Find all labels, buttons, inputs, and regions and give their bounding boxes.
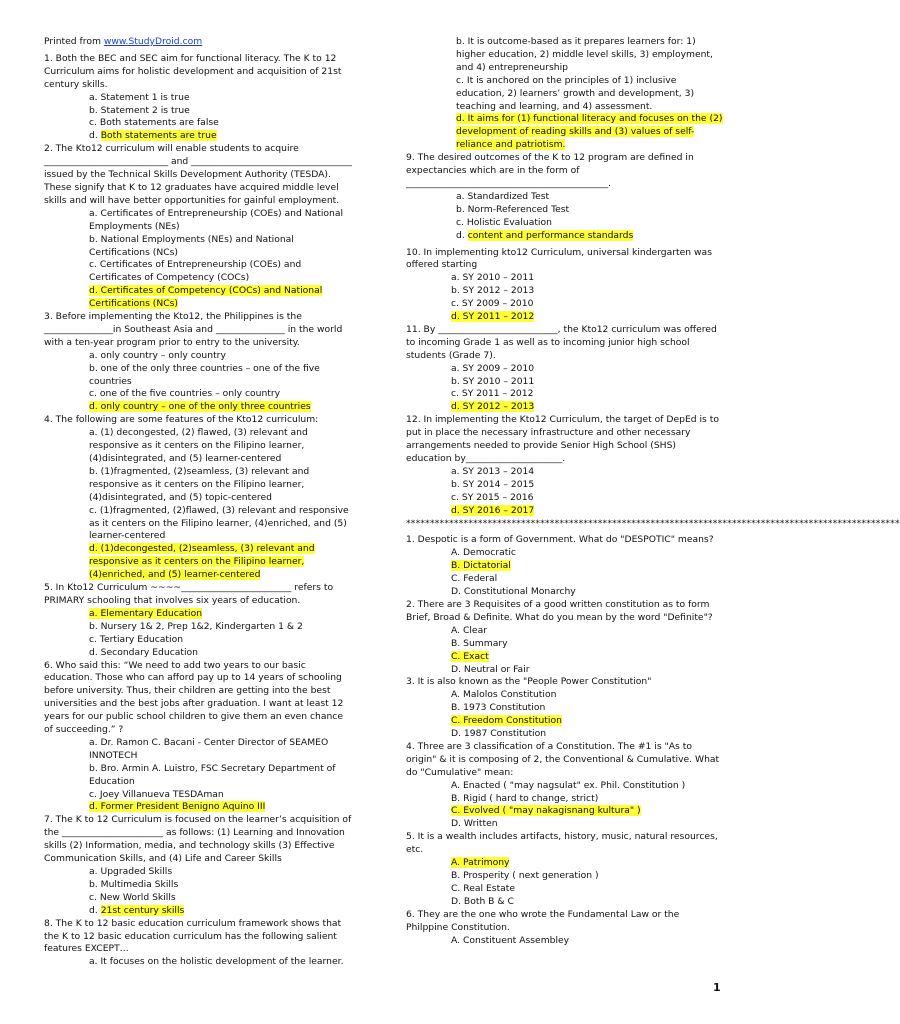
question-text	[406, 599, 724, 625]
line-text: b. Bro. Armin A. Luistro, FSC Secretary Department of Education	[89, 762, 336, 787]
answer-option	[44, 285, 352, 311]
question-text	[44, 814, 352, 866]
highlighted-answer: d. Certificates of Competency (COCs) and National Certifications (NCs)	[89, 285, 323, 310]
answer-option	[44, 401, 352, 414]
answer-option	[44, 789, 352, 802]
answer-option	[44, 801, 352, 814]
highlighted-answer: content and performance standards	[467, 229, 634, 241]
line-text: B. Summary	[451, 637, 508, 649]
highlighted-answer: d. Former President Benigno Aquino III	[89, 801, 266, 813]
line-text: 3. Before implementing the Kto12, the Philippines is the _______________in Southeast Asia and _______________ in the world with a ten-year program prior to entry to the university.	[44, 311, 343, 348]
line-text: A. Malolos Constitution	[451, 689, 557, 701]
page-number: 1	[713, 981, 721, 994]
answer-option	[44, 879, 352, 892]
line-text: c. SY 2011 – 2012	[451, 388, 534, 400]
highlighted-answer: C. Evolved ( "may nakagisnang kultura" )	[451, 805, 641, 817]
question-text	[406, 152, 724, 191]
answer-option	[406, 896, 724, 909]
answer-option	[406, 857, 724, 870]
line-text: a. Standardized Test	[456, 190, 550, 202]
answer-option	[406, 466, 724, 479]
answer-option	[406, 715, 724, 728]
answer-option	[44, 130, 352, 143]
line-text: a. It focuses on the holistic development of the learner.	[89, 956, 344, 968]
line-text: b. SY 2012 – 2013	[451, 285, 535, 297]
answer-option	[406, 586, 724, 599]
line-text: a. Upgraded Skills	[89, 866, 173, 877]
answer-option	[44, 905, 352, 918]
studydroid-link[interactable]: www.StudyDroid.com	[103, 36, 203, 47]
line-text: 6. They are the one who wrote the Fundamental Law or the Philppine Constitution.	[406, 908, 680, 933]
question-text	[44, 311, 352, 350]
option-letter: d.	[89, 130, 101, 142]
answer-option	[406, 311, 724, 324]
highlighted-answer: d. SY 2011 – 2012	[451, 311, 535, 323]
question-text	[406, 676, 724, 689]
answer-option	[406, 191, 724, 204]
line-text: c. Joey Villanueva TESDAman	[89, 788, 224, 800]
answer-option	[406, 376, 724, 389]
line-text: b. Nursery 1& 2, Prep 1&2, Kindergarten 1 & 2	[89, 620, 303, 632]
answer-option	[406, 638, 724, 651]
line-text: A. Democratic	[451, 547, 516, 559]
answer-option	[406, 75, 724, 114]
answer-option	[406, 547, 724, 560]
line-text: A. Clear	[451, 624, 487, 636]
line-text: b. (1)fragmented, (2)seamless, (3) relevant and responsive as it centers on the Filipino learner, (4)disintegrated, and (5) topic-centered	[89, 465, 310, 503]
line-text: b. SY 2014 – 2015	[451, 478, 535, 490]
line-text: 1. Despotic is a form of Government. What do "DESPOTIC" means?	[406, 534, 714, 546]
line-text: 4. The following are some features of the Kto12 curriculum:	[44, 414, 319, 426]
answer-option	[44, 208, 352, 234]
question-text	[44, 582, 352, 608]
answer-option	[406, 204, 724, 217]
highlighted-answer: d. only country – one of the only three countries	[89, 401, 311, 413]
highlighted-answer: d. It aims for (1) functional literacy and focuses on the (2) development of reading skills and (3) values of self-reliance and patriotism.	[456, 113, 723, 151]
line-text: D. Both B & C	[451, 895, 514, 907]
line-text: a. Certificates of Entrepreneurship (COEs) and National Employments (NEs)	[89, 207, 344, 232]
line-text: C. Federal	[451, 573, 498, 585]
highlighted-answer: a. Elementary Education	[89, 607, 203, 619]
line-text: 7. The K to 12 Curriculum is focused on the learner’s acquisition of the ______________________ as follows: (1) Learning and Innovation skills (2) Information, media, and technology skills (3) Effective Communication Skills, and (4) Life and Career Skills	[44, 814, 352, 865]
question-text	[44, 414, 352, 427]
line-text: c. Certificates of Entrepreneurship (COEs) and Certificates of Competency (COCs)	[89, 259, 302, 284]
question-text	[406, 831, 724, 857]
highlighted-answer: d. SY 2012 – 2013	[451, 401, 535, 413]
answer-option	[44, 259, 352, 285]
highlighted-answer: d. (1)decongested, (2)seamless, (3) relevant and responsive as it centers on the Filipino learner, (4)enriched, and (5) learner-centered	[89, 543, 315, 581]
line-text: B. Prosperity ( next generation )	[451, 870, 599, 881]
line-text: D. Constitutional Monarchy	[451, 586, 576, 598]
answer-option	[44, 892, 352, 905]
line-text: b. Norm-Referenced Test	[456, 203, 570, 215]
answer-option	[406, 492, 724, 505]
answer-option	[44, 634, 352, 647]
line-text: c. Holistic Evaluation	[456, 216, 552, 228]
line-text: 6. Who said this: “We need to add two years to our basic education. Those who can afford pay up to 14 years of schooling before university. Thus, their children are getting into the best universities and the best jobs after graduation. I want at least 12 years for our public school children to give them an even chance of succeeding.” ?	[44, 659, 344, 736]
highlighted-answer: B. Dictatorial	[451, 560, 511, 572]
question-text	[44, 660, 352, 737]
line-text: d. Secondary Education	[89, 646, 198, 658]
answer-option	[406, 113, 724, 152]
answer-option	[406, 818, 724, 831]
answer-option	[44, 466, 352, 505]
line-text: c. New World Skills	[89, 891, 176, 903]
line-text: 5. In Kto12 Curriculum ~~~~________________________ refers to PRIMARY schooling that involves six years of education.	[44, 582, 334, 606]
line-text: a. Statement 1 is true	[89, 91, 190, 103]
answer-option	[406, 805, 724, 818]
line-text: c. It is anchored on the principles of 1) inclusive education, 2) learners’ growth and development, 3) teaching and learning, and 4) assessment.	[456, 74, 695, 112]
answer-option	[406, 363, 724, 376]
question-text	[44, 53, 352, 92]
line-text: a. SY 2009 – 2010	[451, 362, 535, 374]
line-text: 4. Three are 3 classification of a Constitution. The #1 is "As to origin" & it is composing of 2, the Conventional & Cumulative. What do "Cumulative" mean:	[406, 740, 720, 778]
answer-option	[406, 272, 724, 285]
line-text: 2. There are 3 Requisites of a good written constitution as to form Brief, Broad & Definite. What do you mean by the word "Definite"?	[406, 598, 713, 623]
line-text: 12. In implementing the Kto12 Curriculum, the target of DepEd is to put in place the necessary infrastructure and other necessary arrangements needed to provide Senior High School (SHS) education by_____________________.	[406, 414, 719, 464]
answer-option	[406, 728, 724, 741]
line-text: c. (1)fragmented, (2)flawed, (3) relevant and responsive as it centers on the Filipino learner, (4)enriched, and (5) learner-centered	[89, 504, 349, 542]
line-text: D. Neutral or Fair	[451, 663, 530, 675]
answer-option	[406, 664, 724, 677]
line-text: 2. The Kto12 curriculum will enable students to acquire ___________________________ and ___________________________________ issued by the Technical Skills Development Authority (TESDA). These signify that K to 12 graduates have acquired middle level skills and will have better opportunities for gainful employment.	[44, 143, 352, 206]
answer-option	[44, 350, 352, 363]
line-text: a. (1) decongested, (2) flawed, (3) relevant and responsive as it centers on the Filipino learner, (4)disintegrated, and (5) learner-centered	[89, 427, 308, 464]
answer-option	[44, 363, 352, 389]
answer-option	[406, 883, 724, 896]
line-text: B. 1973 Constitution	[451, 702, 546, 714]
highlighted-answer: C. Freedom Constitution	[451, 715, 562, 727]
line-text: b. one of the only three countries – one of the five countries	[89, 362, 320, 387]
line-text: c. Both statements are false	[89, 117, 219, 129]
answer-option	[44, 543, 352, 582]
line-text: B. Rigid ( hard to change, strict)	[451, 792, 599, 804]
answer-option	[406, 651, 724, 664]
highlighted-answer: C. Exact	[451, 650, 489, 662]
line-text: a. only country – only country	[89, 349, 226, 361]
answer-option	[44, 505, 352, 544]
line-text: a. SY 2010 – 2011	[451, 272, 535, 284]
option-letter: d.	[89, 904, 101, 916]
answer-option	[406, 780, 724, 793]
highlighted-answer: 21st century skills	[100, 904, 185, 916]
answer-option	[406, 625, 724, 638]
question-text	[44, 918, 352, 957]
answer-option	[44, 234, 352, 260]
line-text: 8. The K to 12 basic education curriculum framework shows that the K to 12 basic education curriculum has the following salient features EXCEPT…	[44, 917, 342, 955]
separator-line	[406, 517, 900, 531]
answer-option	[406, 793, 724, 806]
line-text: D. 1987 Constitution	[451, 728, 547, 740]
highlighted-answer: Both statements are true	[100, 130, 217, 142]
line-text: a. SY 2013 – 2014	[451, 465, 535, 477]
answer-option	[44, 737, 352, 763]
answer-option	[406, 401, 724, 414]
line-text: 5. It is a wealth includes artifacts, history, music, natural resources, etc.	[406, 831, 718, 856]
line-text: b. It is outcome-based as it prepares learners for: 1) higher education, 2) middle level skills, 3) employment, and 4) entrepreneurship	[456, 36, 713, 73]
line-text: c. one of the five countries – only country	[89, 388, 281, 400]
question-text	[406, 534, 724, 547]
answer-option	[44, 866, 352, 879]
answer-option	[406, 479, 724, 492]
answer-option	[406, 689, 724, 702]
line-text: c. SY 2015 – 2016	[451, 491, 534, 503]
highlighted-answer: d. SY 2016 – 2017	[451, 504, 535, 516]
line-text: C. Real Estate	[451, 882, 516, 894]
line-text: 1. Both the BEC and SEC aim for functional literacy. The K to 12 Curriculum aims for holistic development and acquisition of 21st century skills.	[44, 52, 342, 90]
line-text: c. Tertiary Education	[89, 633, 184, 645]
answer-option	[44, 92, 352, 105]
answer-option	[44, 105, 352, 118]
line-text: c. SY 2009 – 2010	[451, 298, 534, 310]
answer-option	[406, 230, 724, 243]
line-text: b. SY 2010 – 2011	[451, 375, 535, 387]
question-text	[406, 324, 724, 363]
answer-option	[44, 427, 352, 466]
answer-option	[44, 388, 352, 401]
line-text: b. Statement 2 is true	[89, 104, 190, 116]
line-text: 9. The desired outcomes of the K to 12 program are defined in expectancies which are in the form of ____________________________________________.	[406, 152, 694, 189]
answer-option	[44, 647, 352, 660]
option-letter: d.	[456, 229, 468, 241]
line-text: 3. It is also known as the "People Power Constitution"	[406, 676, 652, 688]
question-text	[406, 414, 724, 466]
answer-option	[406, 36, 724, 75]
answer-option	[406, 298, 724, 311]
line-text: *******************************************************************************************************	[406, 517, 900, 529]
answer-option	[44, 621, 352, 634]
answer-option	[406, 935, 724, 948]
line-text: D. Written	[451, 818, 498, 830]
line-text: 11. By __________________________, the Kto12 curriculum was offered to incoming Grade 1 as well as to incoming junior high school students (Grade 7).	[406, 323, 717, 361]
right-column	[406, 36, 900, 947]
line-text: 10. In implementing kto12 Curriculum, universal kindergarten was offered starting	[406, 246, 712, 271]
question-text	[406, 247, 724, 273]
line-text: b. Multimedia Skills	[89, 878, 179, 890]
line-text: A. Enacted ( "may nagsulat" ex. Phil. Constitution )	[451, 779, 686, 791]
question-text	[44, 143, 352, 208]
answer-option	[406, 505, 724, 518]
question-text	[406, 741, 724, 780]
answer-option	[44, 608, 352, 621]
answer-option	[406, 560, 724, 573]
line-text: b. National Employments (NEs) and National Certifications (NCs)	[89, 233, 294, 258]
answer-option	[406, 388, 724, 401]
answer-option	[406, 285, 724, 298]
answer-option	[406, 573, 724, 586]
answer-option	[406, 217, 724, 230]
line-text: a. Dr. Ramon C. Bacani - Center Director of SEAMEO INNOTECH	[89, 736, 329, 761]
answer-option	[44, 956, 352, 969]
answer-option	[44, 117, 352, 130]
answer-option	[406, 702, 724, 715]
printed-from-header	[44, 36, 352, 49]
question-text	[406, 909, 724, 935]
printed-from-label: Printed from	[44, 36, 104, 47]
left-column	[44, 36, 352, 969]
line-text: A. Constituent Assembley	[451, 934, 570, 946]
highlighted-answer: A. Patrimony	[451, 857, 510, 869]
answer-option	[406, 870, 724, 883]
answer-option	[44, 763, 352, 789]
